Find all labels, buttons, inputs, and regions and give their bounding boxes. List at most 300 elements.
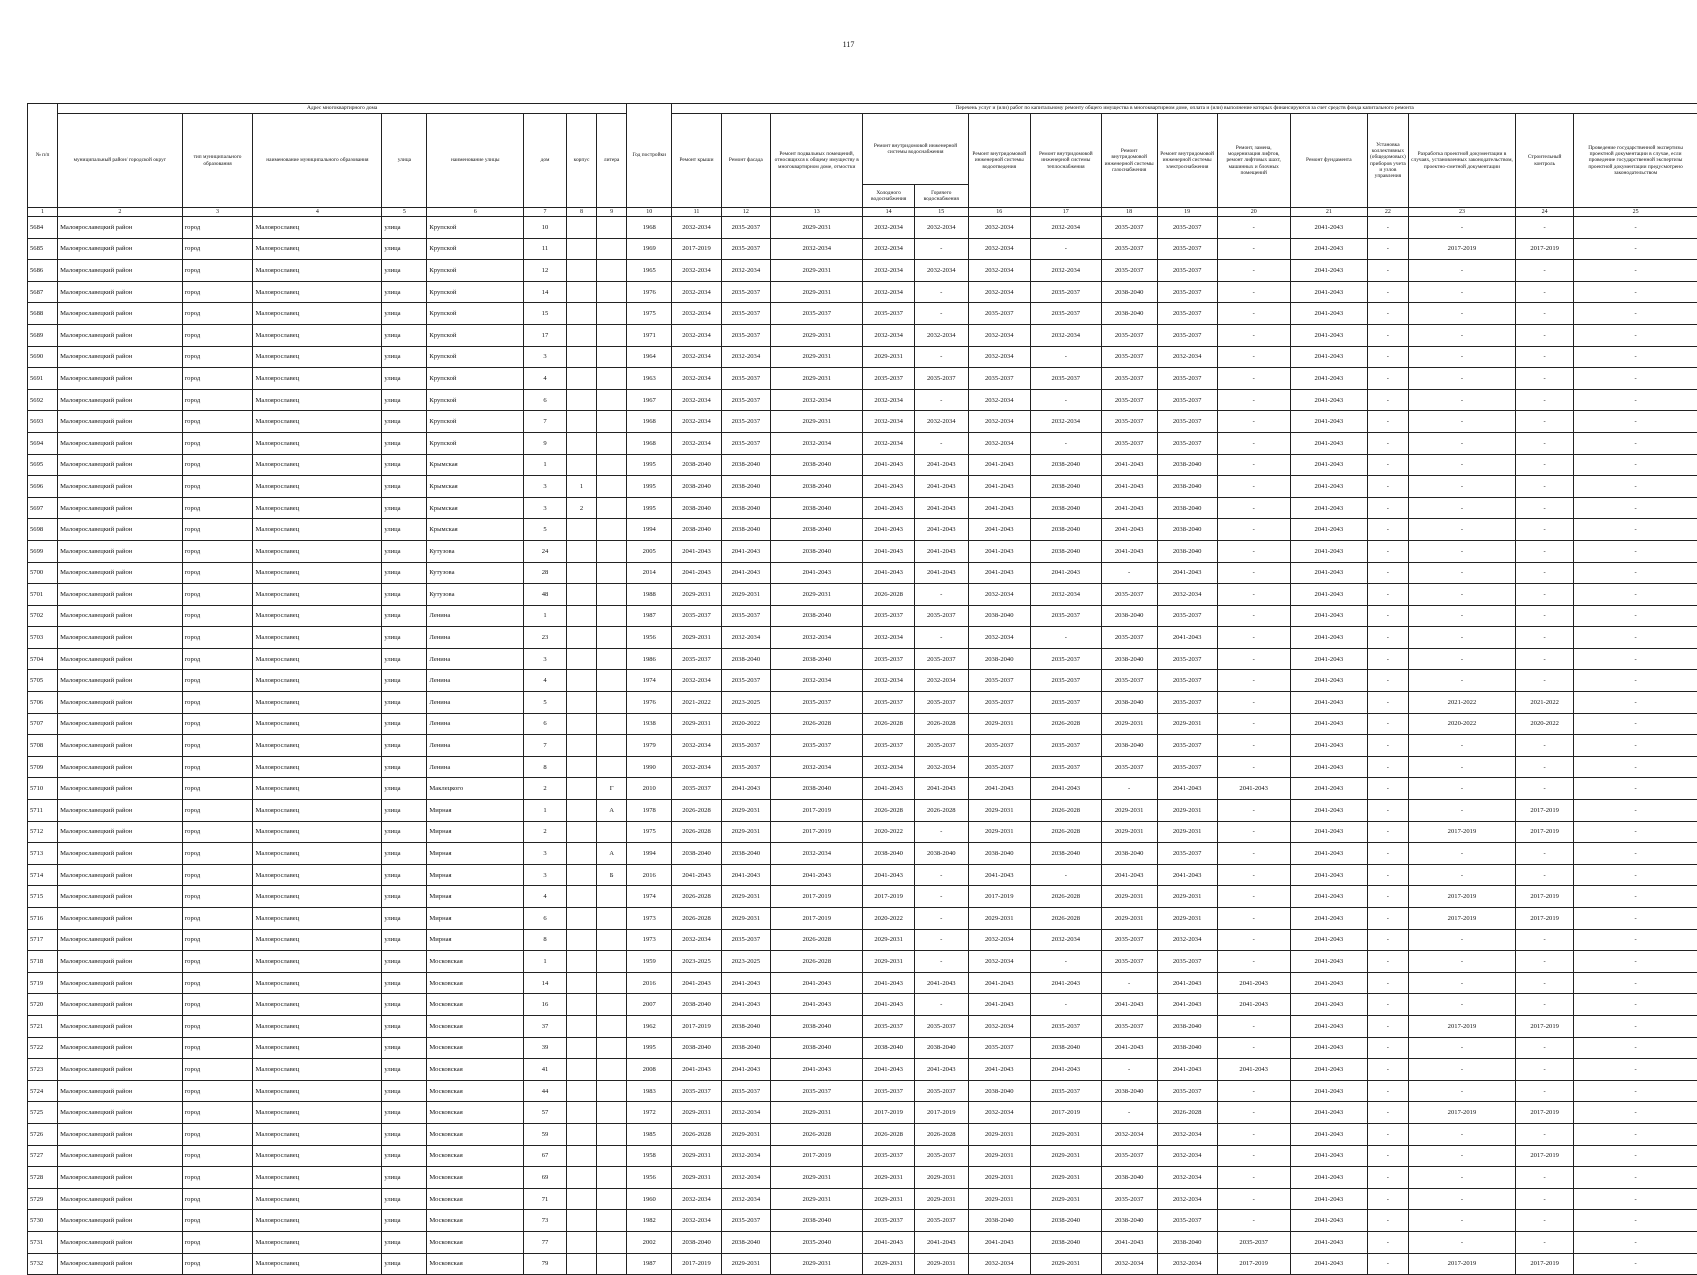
cell-c13: 2038-2040	[771, 476, 863, 498]
cell-no: 5727	[28, 1145, 58, 1167]
table-row	[28, 1080, 1697, 1102]
cell-year: 1987	[627, 605, 672, 627]
cell-street: Кутузова	[427, 540, 524, 562]
cell-mo-type: город	[182, 627, 253, 649]
cell-korpus	[566, 238, 596, 260]
cell-mo-name: Малоярославец	[253, 1123, 382, 1145]
cell-c24: 2021-2022	[1516, 692, 1574, 714]
cell-c16: 2032-2034	[968, 1253, 1030, 1275]
cell-year: 2014	[627, 562, 672, 584]
cell-c21: 2041-2043	[1290, 843, 1367, 865]
cell-c12: 2029-2031	[721, 908, 770, 930]
cell-c25: -	[1574, 476, 1697, 498]
cell-c25: -	[1574, 929, 1697, 951]
cell-street: Крымская	[427, 476, 524, 498]
cell-mo-type: город	[182, 1145, 253, 1167]
cell-c24: -	[1516, 562, 1574, 584]
cell-litera	[597, 908, 627, 930]
cell-district: Малоярославецкий район	[58, 1253, 183, 1275]
cell-mo-type: город	[182, 1015, 253, 1037]
cell-c12: 2032-2034	[721, 1145, 770, 1167]
cell-c16: 2029-2031	[968, 1123, 1030, 1145]
cell-c15: 2041-2043	[914, 540, 968, 562]
cell-street: Крупской	[427, 411, 524, 433]
cell-litera	[597, 756, 627, 778]
cell-mo-name: Малоярославец	[253, 497, 382, 519]
cell-c25: -	[1574, 1123, 1697, 1145]
cell-c17: 2032-2034	[1030, 411, 1101, 433]
cell-c11: 2035-2037	[672, 778, 721, 800]
cell-c16: 2035-2037	[968, 670, 1030, 692]
cell-c25: -	[1574, 1188, 1697, 1210]
cell-c24: -	[1516, 972, 1574, 994]
cell-c13: 2032-2034	[771, 627, 863, 649]
cell-no: 5693	[28, 411, 58, 433]
cell-c12: 2029-2031	[721, 584, 770, 606]
cell-c22: -	[1367, 1188, 1408, 1210]
cell-c14: 2026-2028	[863, 713, 915, 735]
cell-c19: 2041-2043	[1157, 627, 1217, 649]
column-number-cell: 15	[914, 208, 968, 217]
cell-c16: 2041-2043	[968, 994, 1030, 1016]
header-house: дом	[524, 114, 567, 208]
column-number-cell: 14	[863, 208, 915, 217]
cell-litera	[597, 605, 627, 627]
cell-c20: -	[1217, 432, 1290, 454]
cell-c14: 2032-2034	[863, 411, 915, 433]
cell-district: Малоярославецкий район	[58, 864, 183, 886]
cell-mo-type: город	[182, 1059, 253, 1081]
cell-c24: 2017-2019	[1516, 1102, 1574, 1124]
cell-c20: -	[1217, 951, 1290, 973]
cell-c22: -	[1367, 821, 1408, 843]
cell-korpus	[566, 908, 596, 930]
header-basement: Ремонт подвальных помещений, относящихся к общему имуществу в многоквартирном доме, отмостки	[771, 114, 863, 208]
cell-c11: 2041-2043	[672, 972, 721, 994]
header-meters: Установка коллективных (общедомовых) приборов учета и узлов управления	[1367, 114, 1408, 208]
cell-street: Московская	[427, 994, 524, 1016]
cell-c14: 2029-2031	[863, 346, 915, 368]
cell-c11: 2035-2037	[672, 648, 721, 670]
cell-c12: 2038-2040	[721, 843, 770, 865]
cell-no: 5695	[28, 454, 58, 476]
cell-c17: 2029-2031	[1030, 1123, 1101, 1145]
cell-c11: 2029-2031	[672, 1145, 721, 1167]
cell-c15: 2035-2037	[914, 648, 968, 670]
cell-mo-name: Малоярославец	[253, 1037, 382, 1059]
cell-mo-type: город	[182, 346, 253, 368]
cell-c23: -	[1408, 260, 1515, 282]
cell-st-type: улица	[382, 303, 427, 325]
cell-c21: 2041-2043	[1290, 1059, 1367, 1081]
cell-c20: -	[1217, 692, 1290, 714]
cell-c16: 2041-2043	[968, 562, 1030, 584]
cell-c21: 2041-2043	[1290, 411, 1367, 433]
cell-c16: 2032-2034	[968, 238, 1030, 260]
table-row	[28, 821, 1697, 843]
cell-c19: 2029-2031	[1157, 713, 1217, 735]
cell-street: Мирная	[427, 886, 524, 908]
cell-c23: -	[1408, 389, 1515, 411]
cell-mo-name: Малоярославец	[253, 908, 382, 930]
table-row	[28, 476, 1697, 498]
cell-house: 1	[524, 951, 567, 973]
cell-c12: 2032-2034	[721, 1167, 770, 1189]
cell-c16: 2041-2043	[968, 540, 1030, 562]
cell-korpus	[566, 972, 596, 994]
cell-st-type: улица	[382, 281, 427, 303]
cell-c20: -	[1217, 908, 1290, 930]
cell-year: 1988	[627, 584, 672, 606]
cell-c13: 2032-2034	[771, 756, 863, 778]
cell-c16: 2032-2034	[968, 260, 1030, 282]
cell-c22: -	[1367, 800, 1408, 822]
cell-st-type: улица	[382, 864, 427, 886]
cell-c21: 2041-2043	[1290, 497, 1367, 519]
cell-c14: 2041-2043	[863, 476, 915, 498]
cell-c14: 2041-2043	[863, 562, 915, 584]
cell-c12: 2029-2031	[721, 800, 770, 822]
cell-district: Малоярославецкий район	[58, 994, 183, 1016]
cell-c20: 2041-2043	[1217, 972, 1290, 994]
cell-c14: 2041-2043	[863, 1231, 915, 1253]
cell-street: Московская	[427, 1188, 524, 1210]
cell-c25: -	[1574, 843, 1697, 865]
cell-st-type: улица	[382, 217, 427, 239]
cell-no: 5703	[28, 627, 58, 649]
cell-c25: -	[1574, 1253, 1697, 1275]
cell-district: Малоярославецкий район	[58, 972, 183, 994]
cell-c17: 2041-2043	[1030, 1059, 1101, 1081]
cell-c20: -	[1217, 1037, 1290, 1059]
cell-c18: 2035-2037	[1101, 411, 1157, 433]
cell-c14: 2032-2034	[863, 756, 915, 778]
cell-c20: -	[1217, 368, 1290, 390]
cell-st-type: улица	[382, 540, 427, 562]
cell-c13: 2038-2040	[771, 648, 863, 670]
cell-c11: 2032-2034	[672, 324, 721, 346]
cell-year: 1963	[627, 368, 672, 390]
cell-st-type: улица	[382, 692, 427, 714]
cell-st-type: улица	[382, 713, 427, 735]
cell-c18: 2038-2040	[1101, 843, 1157, 865]
cell-c11: 2035-2037	[672, 1080, 721, 1102]
cell-district: Малоярославецкий район	[58, 540, 183, 562]
cell-litera	[597, 951, 627, 973]
cell-c21: 2041-2043	[1290, 584, 1367, 606]
cell-c19: 2035-2037	[1157, 411, 1217, 433]
cell-c21: 2041-2043	[1290, 217, 1367, 239]
cell-c15: -	[914, 951, 968, 973]
cell-mo-name: Малоярославец	[253, 217, 382, 239]
cell-mo-type: город	[182, 843, 253, 865]
cell-c15: -	[914, 389, 968, 411]
cell-c22: -	[1367, 1059, 1408, 1081]
cell-mo-name: Малоярославец	[253, 864, 382, 886]
cell-korpus	[566, 605, 596, 627]
cell-district: Малоярославецкий район	[58, 432, 183, 454]
cell-c16: 2032-2034	[968, 324, 1030, 346]
cell-st-type: улица	[382, 1015, 427, 1037]
cell-c18: 2041-2043	[1101, 1037, 1157, 1059]
header-control: Строительный контроль	[1516, 114, 1574, 208]
cell-mo-type: город	[182, 368, 253, 390]
cell-c14: 2035-2037	[863, 605, 915, 627]
cell-c21: 2041-2043	[1290, 605, 1367, 627]
cell-district: Малоярославецкий район	[58, 670, 183, 692]
table-row	[28, 1059, 1697, 1081]
cell-c20: -	[1217, 562, 1290, 584]
cell-district: Малоярославецкий район	[58, 886, 183, 908]
cell-c16: 2035-2037	[968, 303, 1030, 325]
cell-litera	[597, 670, 627, 692]
cell-c16: 2041-2043	[968, 864, 1030, 886]
cell-c11: 2032-2034	[672, 670, 721, 692]
cell-no: 5712	[28, 821, 58, 843]
cell-c13: 2029-2031	[771, 1167, 863, 1189]
cell-st-type: улица	[382, 1080, 427, 1102]
cell-korpus	[566, 670, 596, 692]
cell-year: 1995	[627, 454, 672, 476]
cell-c20: 2035-2037	[1217, 1231, 1290, 1253]
cell-c14: 2035-2037	[863, 1080, 915, 1102]
cell-c23: -	[1408, 540, 1515, 562]
header-hot-water: Горячего водоснабжения	[914, 185, 968, 208]
cell-house: 5	[524, 692, 567, 714]
cell-no: 5723	[28, 1059, 58, 1081]
cell-litera: Г	[597, 778, 627, 800]
cell-c17: -	[1030, 432, 1101, 454]
cell-c14: 2032-2034	[863, 217, 915, 239]
cell-st-type: улица	[382, 886, 427, 908]
cell-c13: 2041-2043	[771, 562, 863, 584]
cell-street: Мирная	[427, 821, 524, 843]
cell-c18: 2035-2037	[1101, 260, 1157, 282]
cell-no: 5722	[28, 1037, 58, 1059]
cell-c17: 2035-2037	[1030, 1080, 1101, 1102]
cell-year: 1990	[627, 756, 672, 778]
cell-mo-name: Малоярославец	[253, 843, 382, 865]
cell-street: Крупской	[427, 260, 524, 282]
cell-c24: 2017-2019	[1516, 238, 1574, 260]
cell-c17: -	[1030, 346, 1101, 368]
cell-c22: -	[1367, 281, 1408, 303]
cell-street: Московская	[427, 1123, 524, 1145]
cell-c19: 2038-2040	[1157, 497, 1217, 519]
cell-c18: 2041-2043	[1101, 1231, 1157, 1253]
cell-c16: 2038-2040	[968, 1210, 1030, 1232]
cell-c18: 2035-2037	[1101, 346, 1157, 368]
cell-c18: 2029-2031	[1101, 908, 1157, 930]
cell-house: 3	[524, 864, 567, 886]
cell-house: 11	[524, 238, 567, 260]
cell-c19: 2041-2043	[1157, 972, 1217, 994]
cell-year: 2005	[627, 540, 672, 562]
cell-c21: 2041-2043	[1290, 1188, 1367, 1210]
cell-mo-name: Малоярославец	[253, 1102, 382, 1124]
cell-c15: -	[914, 994, 968, 1016]
cell-street: Московская	[427, 972, 524, 994]
cell-year: 2007	[627, 994, 672, 1016]
cell-district: Малоярославецкий район	[58, 735, 183, 757]
cell-street: Крымская	[427, 519, 524, 541]
cell-korpus	[566, 324, 596, 346]
cell-c23: -	[1408, 1037, 1515, 1059]
cell-c20: -	[1217, 238, 1290, 260]
cell-mo-name: Малоярославец	[253, 540, 382, 562]
cell-mo-type: город	[182, 584, 253, 606]
column-number-cell: 20	[1217, 208, 1290, 217]
cell-c19: 2032-2034	[1157, 1253, 1217, 1275]
cell-c14: 2026-2028	[863, 584, 915, 606]
cell-c25: -	[1574, 1145, 1697, 1167]
cell-c22: -	[1367, 1167, 1408, 1189]
cell-no: 5691	[28, 368, 58, 390]
cell-c25: -	[1574, 540, 1697, 562]
cell-district: Малоярославецкий район	[58, 648, 183, 670]
cell-korpus	[566, 217, 596, 239]
cell-c22: -	[1367, 1102, 1408, 1124]
cell-c21: 2041-2043	[1290, 303, 1367, 325]
cell-c16: 2029-2031	[968, 1145, 1030, 1167]
cell-c21: 2041-2043	[1290, 821, 1367, 843]
cell-c18: 2035-2037	[1101, 238, 1157, 260]
cell-korpus	[566, 1080, 596, 1102]
cell-c11: 2026-2028	[672, 886, 721, 908]
cell-litera: Б	[597, 864, 627, 886]
cell-year: 1976	[627, 692, 672, 714]
cell-district: Малоярославецкий район	[58, 1102, 183, 1124]
cell-c17: 2032-2034	[1030, 584, 1101, 606]
cell-c21: 2041-2043	[1290, 1080, 1367, 1102]
cell-c17: -	[1030, 951, 1101, 973]
cell-c21: 2041-2043	[1290, 540, 1367, 562]
cell-house: 48	[524, 584, 567, 606]
cell-c23: -	[1408, 778, 1515, 800]
cell-c17: 2035-2037	[1030, 605, 1101, 627]
cell-c15: -	[914, 864, 968, 886]
cell-c11: 2038-2040	[672, 994, 721, 1016]
cell-street: Маклецкого	[427, 778, 524, 800]
cell-st-type: улица	[382, 1253, 427, 1275]
cell-c11: 2038-2040	[672, 497, 721, 519]
cell-c22: -	[1367, 1037, 1408, 1059]
cell-no: 5721	[28, 1015, 58, 1037]
column-number-cell: 1	[28, 208, 58, 217]
cell-c23: -	[1408, 217, 1515, 239]
cell-c23: -	[1408, 605, 1515, 627]
cell-c23: 2017-2019	[1408, 238, 1515, 260]
cell-mo-name: Малоярославец	[253, 670, 382, 692]
cell-st-type: улица	[382, 821, 427, 843]
cell-mo-type: город	[182, 800, 253, 822]
cell-c25: -	[1574, 1080, 1697, 1102]
cell-district: Малоярославецкий район	[58, 1059, 183, 1081]
cell-mo-name: Малоярославец	[253, 303, 382, 325]
cell-c22: -	[1367, 454, 1408, 476]
cell-c14: 2032-2034	[863, 324, 915, 346]
cell-c15: 2035-2037	[914, 368, 968, 390]
cell-house: 4	[524, 886, 567, 908]
cell-c17: 2035-2037	[1030, 692, 1101, 714]
cell-c19: 2032-2034	[1157, 584, 1217, 606]
cell-litera	[597, 519, 627, 541]
cell-c12: 2029-2031	[721, 821, 770, 843]
cell-c12: 2041-2043	[721, 864, 770, 886]
cell-c13: 2035-2040	[771, 1231, 863, 1253]
cell-mo-type: город	[182, 411, 253, 433]
cell-c14: 2020-2022	[863, 821, 915, 843]
cell-korpus	[566, 389, 596, 411]
cell-st-type: улица	[382, 951, 427, 973]
cell-mo-name: Малоярославец	[253, 648, 382, 670]
cell-c22: -	[1367, 756, 1408, 778]
cell-street: Крупской	[427, 324, 524, 346]
cell-c21: 2041-2043	[1290, 1015, 1367, 1037]
cell-no: 5718	[28, 951, 58, 973]
cell-c24: -	[1516, 389, 1574, 411]
cell-c25: -	[1574, 1210, 1697, 1232]
cell-c15: 2032-2034	[914, 260, 968, 282]
cell-c20: -	[1217, 605, 1290, 627]
cell-house: 24	[524, 540, 567, 562]
cell-c25: -	[1574, 1059, 1697, 1081]
cell-c19: 2029-2031	[1157, 800, 1217, 822]
cell-mo-name: Малоярославец	[253, 972, 382, 994]
cell-c17: 2038-2040	[1030, 454, 1101, 476]
cell-c14: 2035-2037	[863, 1210, 915, 1232]
cell-korpus	[566, 778, 596, 800]
table-row	[28, 994, 1697, 1016]
cell-c18: 2032-2034	[1101, 1123, 1157, 1145]
cell-no: 5730	[28, 1210, 58, 1232]
cell-c21: 2041-2043	[1290, 778, 1367, 800]
cell-c24: -	[1516, 497, 1574, 519]
cell-korpus	[566, 540, 596, 562]
cell-mo-name: Малоярославец	[253, 756, 382, 778]
column-number-cell: 24	[1516, 208, 1574, 217]
cell-no: 5684	[28, 217, 58, 239]
cell-c14: 2041-2043	[863, 497, 915, 519]
cell-c16: 2035-2037	[968, 1037, 1030, 1059]
cell-c19: 2041-2043	[1157, 864, 1217, 886]
cell-mo-type: город	[182, 670, 253, 692]
cell-c17: 2026-2028	[1030, 713, 1101, 735]
cell-mo-type: город	[182, 735, 253, 757]
cell-c20: -	[1217, 648, 1290, 670]
cell-house: 5	[524, 519, 567, 541]
cell-c14: 2029-2031	[863, 951, 915, 973]
cell-district: Малоярославецкий район	[58, 1123, 183, 1145]
cell-c21: 2041-2043	[1290, 1231, 1367, 1253]
cell-c25: -	[1574, 411, 1697, 433]
table-row	[28, 972, 1697, 994]
cell-c22: -	[1367, 368, 1408, 390]
cell-c14: 2029-2031	[863, 1253, 915, 1275]
cell-c22: -	[1367, 217, 1408, 239]
cell-c14: 2032-2034	[863, 432, 915, 454]
column-number-cell: 23	[1408, 208, 1515, 217]
cell-c24: -	[1516, 411, 1574, 433]
cell-litera	[597, 432, 627, 454]
cell-c12: 2041-2043	[721, 778, 770, 800]
cell-st-type: улица	[382, 584, 427, 606]
cell-c24: 2017-2019	[1516, 1145, 1574, 1167]
cell-c22: -	[1367, 1210, 1408, 1232]
cell-district: Малоярославецкий район	[58, 1015, 183, 1037]
cell-c11: 2032-2034	[672, 1188, 721, 1210]
cell-mo-name: Малоярославец	[253, 1167, 382, 1189]
